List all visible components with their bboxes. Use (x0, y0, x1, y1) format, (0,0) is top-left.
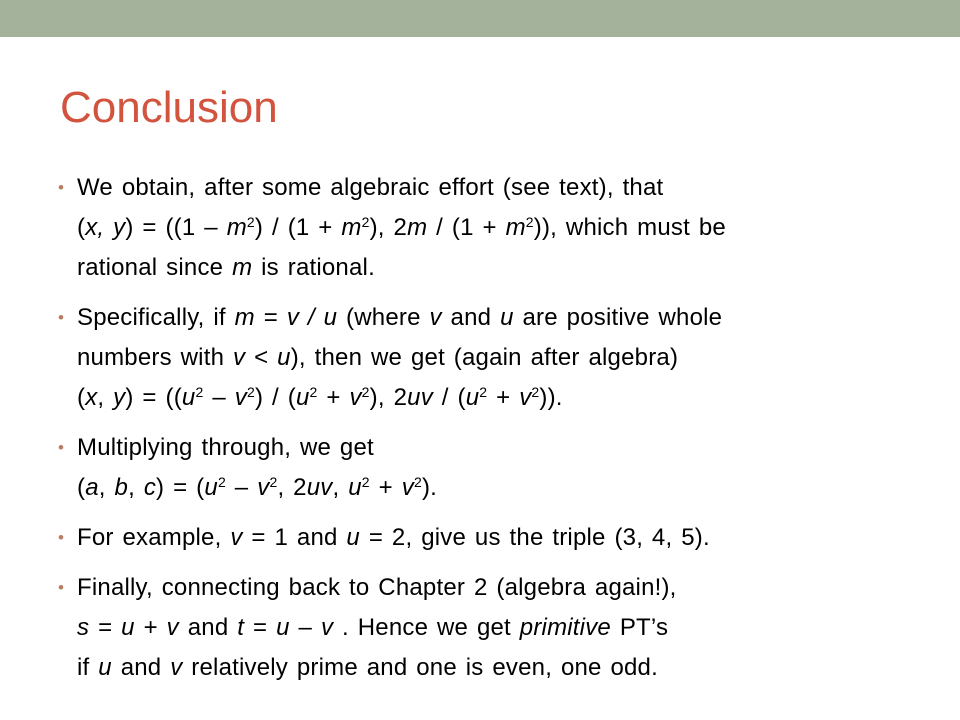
text-run: is rational. (252, 254, 375, 281)
italic-variable: uv (306, 474, 333, 501)
italic-variable: x, y (85, 214, 126, 241)
text-run: ), then we get (again after algebra) (290, 344, 679, 371)
bullet-line (77, 248, 918, 288)
italic-variable: a (85, 474, 99, 501)
italic-variable: v (166, 614, 179, 641)
superscript: 2 (479, 384, 488, 400)
text-run: / ( (432, 384, 466, 411)
text-run: PT’s (610, 614, 669, 641)
bullet-line (77, 518, 918, 558)
italic-variable: y (113, 384, 126, 411)
bullet-item (58, 568, 918, 688)
bullet-marker: • (58, 438, 64, 457)
superscript: 2 (525, 214, 534, 230)
italic-variable: v / u (286, 304, 338, 331)
text-run: ) / (1 + (254, 214, 342, 241)
superscript: 2 (413, 474, 422, 490)
italic-variable: v (257, 474, 270, 501)
text-run: – (225, 474, 258, 501)
bullet-item (58, 298, 918, 418)
text-run: ) = (( (125, 384, 182, 411)
bullet-line (77, 378, 918, 418)
bullet-line (77, 168, 918, 208)
italic-variable: m (341, 214, 362, 241)
superscript: 2 (246, 214, 255, 230)
italic-variable: u (348, 474, 362, 501)
text-run: – (203, 384, 235, 411)
text-run: . Hence we get (333, 614, 520, 641)
text-run: and (178, 614, 238, 641)
italic-variable: v (519, 384, 532, 411)
superscript: 2 (269, 474, 278, 490)
text-run: if (77, 654, 99, 681)
italic-variable: u (295, 384, 310, 411)
text-run: + (317, 384, 350, 411)
bullet-line (77, 608, 918, 648)
italic-variable: b (114, 474, 129, 501)
text-run: + (369, 474, 402, 501)
text-run: / (1 + (427, 214, 506, 241)
bullet-line (77, 338, 918, 378)
superscript: 2 (361, 214, 370, 230)
italic-variable: v (429, 304, 442, 331)
superscript: 2 (246, 384, 255, 400)
text-run: ( (77, 474, 86, 501)
italic-variable: t (237, 614, 245, 641)
text-run: ), 2 (369, 214, 408, 241)
text-run: ). (421, 474, 438, 501)
italic-variable: v (170, 654, 183, 681)
italic-variable: m (234, 304, 255, 331)
text-run: = (89, 614, 122, 641)
italic-variable: u (277, 344, 291, 371)
bullet-line (77, 428, 918, 468)
top-accent-bar (0, 0, 960, 37)
italic-variable: v (349, 384, 362, 411)
text-run: relatively prime and one is even, one odd. (182, 654, 658, 681)
italic-variable: u (465, 384, 480, 411)
text-run: ( (77, 214, 86, 241)
text-run: + (134, 614, 167, 641)
text-run: + (487, 384, 520, 411)
text-run: = (254, 304, 287, 331)
italic-variable: m (232, 254, 253, 281)
text-run: = 2, give us the triple (3, 4, 5). (359, 524, 710, 551)
text-run: )). (539, 384, 563, 411)
italic-variable: u (346, 524, 360, 551)
slide-title: Conclusion (60, 83, 278, 132)
bullet-list (58, 168, 918, 698)
bullet-line (77, 568, 918, 608)
superscript: 2 (309, 384, 318, 400)
text-run: numbers with (77, 344, 233, 371)
bullet-line (77, 208, 918, 248)
italic-variable: v (230, 524, 243, 551)
bullet-line (77, 468, 918, 508)
italic-variable: v (234, 384, 247, 411)
italic-variable: u (500, 304, 514, 331)
text-run: ) / ( (254, 384, 296, 411)
superscript: 2 (217, 474, 226, 490)
bullet-item (58, 168, 918, 288)
text-run: For example, (77, 524, 231, 551)
italic-variable: v (320, 614, 334, 641)
text-run: ) = ((1 – (125, 214, 227, 241)
text-run: Finally, connecting back to Chapter 2 (algebra again!), (77, 574, 677, 601)
superscript: 2 (361, 384, 370, 400)
text-run: Multiplying through, we get (77, 434, 374, 461)
bullet-marker: • (58, 528, 64, 547)
italic-variable: u (98, 654, 112, 681)
text-run: and (111, 654, 171, 681)
text-run: )), which must be (533, 214, 726, 241)
text-run: Specifically, if (77, 304, 235, 331)
italic-variable: c (143, 474, 157, 501)
italic-variable: m (226, 214, 247, 241)
italic-variable: v (233, 344, 246, 371)
text-run: are positive whole (513, 304, 723, 331)
text-run: , (97, 384, 114, 411)
bullet-item (58, 428, 918, 508)
bullet-marker: • (58, 178, 64, 197)
italic-variable: u (181, 384, 196, 411)
italic-variable: s (77, 614, 90, 641)
italic-variable: u (204, 474, 218, 501)
superscript: 2 (195, 384, 204, 400)
text-run: We obtain, after some algebraic effort (see text), that (77, 174, 664, 201)
italic-variable: m (407, 214, 428, 241)
text-run: ( (77, 384, 86, 411)
bullet-line (77, 298, 918, 338)
text-run: ) = ( (156, 474, 205, 501)
text-run: , 2 (277, 474, 307, 501)
text-run: (where (337, 304, 430, 331)
bullet-marker: • (58, 578, 64, 597)
italic-variable: u (121, 614, 135, 641)
text-run: = 1 and (242, 524, 347, 551)
text-run: < (245, 344, 278, 371)
text-run: , (98, 474, 115, 501)
italic-variable: uv (407, 384, 433, 411)
text-run: = (244, 614, 277, 641)
text-run: , (332, 474, 349, 501)
text-run: , (128, 474, 144, 501)
italic-variable: x (85, 384, 98, 411)
italic-variable: primitive (519, 614, 611, 641)
italic-variable: m (505, 214, 526, 241)
bullet-line (77, 648, 918, 688)
italic-variable: v (401, 474, 414, 501)
text-run: – (289, 614, 321, 641)
superscript: 2 (531, 384, 540, 400)
text-run: ), 2 (369, 384, 408, 411)
italic-variable: u (276, 614, 290, 641)
bullet-item (58, 518, 918, 558)
text-run: and (441, 304, 501, 331)
bullet-marker: • (58, 308, 64, 327)
text-run: rational since (77, 254, 233, 281)
superscript: 2 (361, 474, 370, 490)
